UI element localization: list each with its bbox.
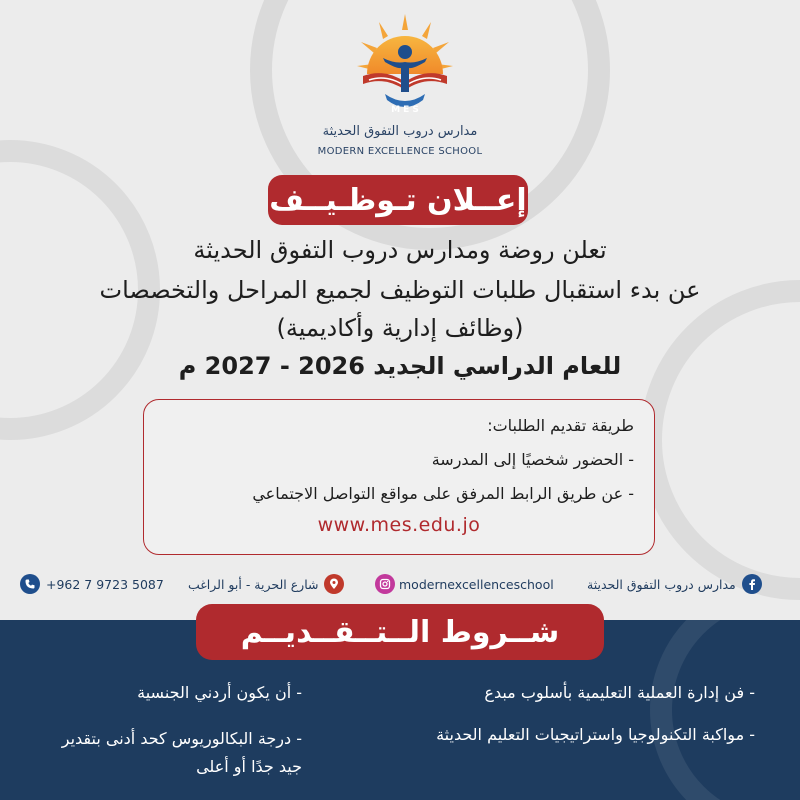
instagram-handle: modernexcellenceschool — [399, 576, 554, 592]
phone-number: +962 7 9723 5087 — [46, 576, 164, 592]
facebook-icon — [742, 574, 762, 594]
facebook-contact[interactable] — [587, 573, 762, 595]
address-text: شارع الحرية - أبو الراغب — [188, 576, 319, 592]
announcement-line-3: (وظائف إدارية وأكاديمية) — [276, 314, 524, 342]
address-contact — [188, 573, 344, 595]
announcement-line-1: تعلن روضة ومدارس دروب التفوق الحديثة — [193, 236, 607, 264]
instagram-contact[interactable] — [375, 573, 554, 595]
application-method-box — [143, 399, 655, 555]
announcement-line-2: عن بدء استقبال طلبات التوظيف لجميع المراحل والتخصصات — [99, 276, 701, 304]
logo-lettering: M E S — [391, 105, 419, 115]
school-name-arabic: مدارس دروب التفوق الحديثة — [322, 124, 478, 139]
website-link[interactable]: www.mes.edu.jo — [317, 514, 481, 536]
conditions-title-badge: شــروط الــتــقــديــم — [196, 604, 604, 660]
school-name-english: MODERN EXCELLENCE SCHOOL — [317, 146, 483, 157]
application-method-title: طريقة تقديم الطلبات: — [487, 416, 634, 435]
decorative-ring-bottom — [650, 620, 800, 800]
condition-item: - أن يكون أردني الجنسية — [137, 683, 302, 702]
application-method-item: - الحضور شخصيًا إلى المدرسة — [431, 450, 634, 469]
condition-item: - مواكبة التكنولوجيا واستراتيجيات التعليم الحديثة — [436, 725, 755, 744]
facebook-page-name: مدارس دروب التفوق الحديثة — [587, 576, 736, 592]
instagram-icon — [375, 574, 395, 594]
announcement-title-badge: إعــلان تـوظـيــف — [268, 175, 528, 225]
school-logo — [355, 12, 455, 122]
condition-item: - فن إدارة العملية التعليمية بأسلوب مبدع — [484, 683, 755, 702]
application-method-item: - عن طريق الرابط المرفق على مواقع التواصل الاجتماعي — [252, 484, 634, 503]
phone-contact[interactable] — [20, 573, 164, 595]
announcement-line-4: للعام الدراسي الجديد 2026 - 2027 م — [178, 352, 622, 380]
condition-item: - درجة البكالوريوس كحد أدنى بتقدير جيد جدًا أو أعلى — [61, 729, 302, 776]
location-pin-icon — [324, 574, 344, 594]
phone-icon — [20, 574, 40, 594]
